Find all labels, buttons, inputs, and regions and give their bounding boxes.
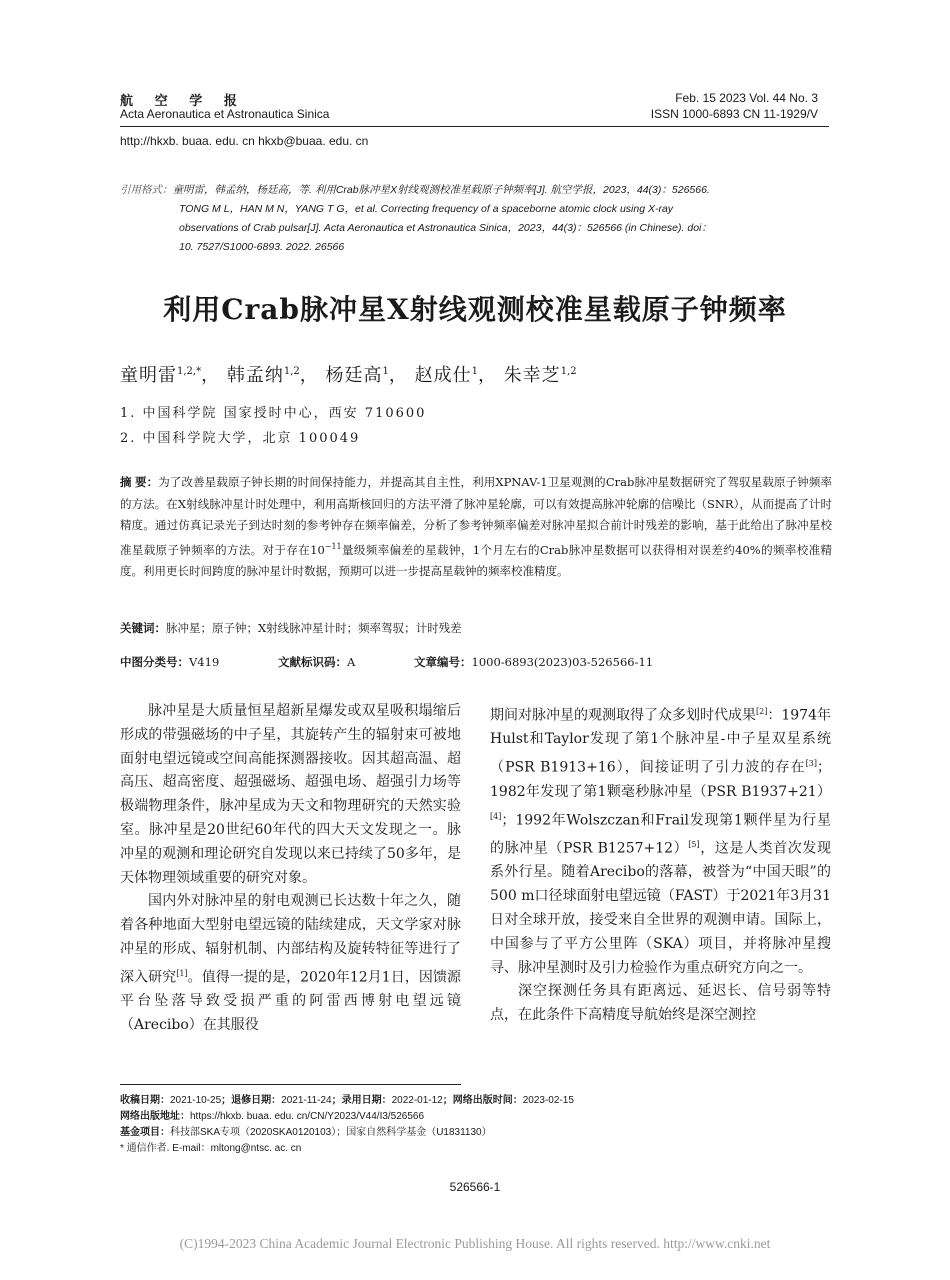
citation-line-1: 童明雷，韩孟纳，杨廷高，等. 利用Crab脉冲星X射线观测校准星载原子钟频率[J]. 航空学报，2023，44(3)：526566. xyxy=(172,184,710,196)
received-label: 收稿日期： xyxy=(120,1095,170,1106)
body-text: ；1992年Wolszczan和Frail发现第1颗伴星为行星的脉冲星（PSR B1257+12） xyxy=(490,812,831,857)
citation-ref[interactable]: [2] xyxy=(756,707,768,716)
revised-label: ；退修日期： xyxy=(221,1095,282,1106)
affiliation-2: 2. 中国科学院大学，北京 100049 xyxy=(120,431,361,446)
citation-line-4[interactable]: 10. 7527/S1000-6893. 2022. 26566 xyxy=(179,241,345,253)
author-name: 童明雷 xyxy=(120,365,177,386)
author-name: 杨廷高 xyxy=(325,365,383,386)
body-text: 。值得一提的是，2020年12月1日，因馈源平台坠落导致受损严重的阿雷西博射电望远镜（Arecibo）在其服役 xyxy=(120,969,462,1034)
body-text: ：1974年Hulst和Taylor发现了第1个脉冲星-中子星双星系统（PSR B1913+16），间接证明了引力波的存在 xyxy=(490,707,831,776)
header-divider xyxy=(120,126,829,127)
author-name: 赵成仕 xyxy=(414,365,472,386)
keywords-label: 关键词： xyxy=(120,623,166,635)
footnote-dates xyxy=(120,1093,832,1109)
online-label: ；网络出版时间： xyxy=(442,1095,523,1106)
doc-code-label: 文献标识码： xyxy=(278,657,347,669)
affiliation-1: 1. 中国科学院 国家授时中心，西安 710600 xyxy=(120,406,427,421)
abstract-exponent: −11 xyxy=(324,542,342,551)
author-name: 朱幸芝 xyxy=(503,365,561,386)
fund-label: 基金项目： xyxy=(120,1127,170,1138)
corresponding-email[interactable]: E-mail：mltong@ntsc. ac. cn xyxy=(172,1143,302,1154)
journal-name-en: Acta Aeronautica et Astronautica Sinica xyxy=(120,107,330,121)
citation-ref[interactable]: [1] xyxy=(176,968,188,978)
citation-ref[interactable]: [4] xyxy=(490,811,502,821)
abstract-text-2: 量级频率偏差的星载钟，1个月左右的Crab脉冲星数据可以获得相对误差约40%的频率校准精度。利用更长时间跨度的脉冲星计时数据，预期可以进一步提高星载钟的频率校准精度。 xyxy=(120,542,832,578)
article-number-value: 1000-6893(2023)03-526566-11 xyxy=(471,655,654,669)
online-url-label: 网络出版地址： xyxy=(120,1111,190,1122)
citation-line-2: TONG M L，HAN M N，YANG T G，et al. Correcting frequency of a spaceborne atomic clock using X-ray xyxy=(179,203,674,215)
body-column-left xyxy=(120,700,461,1038)
body-paragraph-4: 深空探测任务具有距离远、延迟长、信号弱等特点，在此条件下高精度导航始终是深空测控 xyxy=(490,983,831,1024)
author-affil-mark: 1,2 xyxy=(560,366,577,377)
fund-text: 科技部SKA专项（2020SKA0120103）；国家自然科学基金（U1831130） xyxy=(170,1127,492,1138)
body-text: ；1982年发现了第1颗毫秒脉冲星（PSR B1937+21） xyxy=(490,759,831,800)
citation-ref[interactable]: [3] xyxy=(805,759,817,769)
abstract-label: 摘 要： xyxy=(120,477,159,489)
accepted-date: 2022-01-12 xyxy=(391,1095,443,1106)
footnote-fund xyxy=(120,1125,832,1141)
page-number: 526566-1 xyxy=(449,1180,501,1194)
footnote-url xyxy=(120,1109,832,1125)
footnote-corresponding xyxy=(120,1141,832,1157)
paper-title: 利用Crab脉冲星X射线观测校准星载原子钟频率 xyxy=(163,293,787,326)
doc-code-value: A xyxy=(347,655,356,669)
abstract-text: 为了改善星载原子钟长期的时间保持能力，并提高其自主性，利用XPNAV-1卫星观测的Crab脉冲星数据研究了驾驭星载原子钟频率的方法。在X射线脉冲星计时处理中，利用高斯核回归的方法平滑了脉冲星轮廓，可以有效提高脉冲轮廓的信噪比（SNR），从而提高了计时精度。通过仿真记录光子到达时刻的参考钟存在频率偏差，分析了参考钟频率偏差对脉冲星拟合前计时残差的影响，基于此给出了脉冲星校准星载原子钟频率的方法。对于存在10 xyxy=(120,475,832,557)
author-affil-mark: 1 xyxy=(382,366,389,377)
author-affil-mark: 1,2,* xyxy=(177,366,202,377)
citation-label: 引用格式： xyxy=(120,184,173,196)
body-column-right xyxy=(490,700,831,1028)
body-text: 期间对脉冲星的观测取得了众多划时代成果 xyxy=(490,707,757,724)
footnotes xyxy=(120,1093,832,1157)
issue-info: Feb. 15 2023 Vol. 44 No. 3 xyxy=(675,91,818,105)
body-paragraph-3 xyxy=(490,700,831,980)
author-affil-mark: 1 xyxy=(471,366,478,377)
citation-block xyxy=(120,181,832,257)
clc-label: 中图分类号： xyxy=(120,657,189,669)
abstract xyxy=(120,472,832,582)
accepted-label: ；录用日期： xyxy=(331,1095,392,1106)
journal-url[interactable]: http://hkxb. buaa. edu. cn hkxb@buaa. edu. cn xyxy=(120,134,369,148)
article-number-label: 文章编号： xyxy=(414,657,472,669)
author-affil-mark: 1,2 xyxy=(283,366,300,377)
corresponding-label: * 通信作者. xyxy=(120,1143,170,1154)
issn-info: ISSN 1000-6893 CN 11-1929/V xyxy=(650,107,818,121)
body-text: 国内外对脉冲星的射电观测已长达数十年之久，随着各种地面大型射电望远镜的陆续建成，天文学家对脉冲星的形成、辐射机制、内部结构及旋转特征等进行了深入研究 xyxy=(120,893,461,986)
received-date: 2021-10-25 xyxy=(170,1095,222,1106)
body-paragraph-2 xyxy=(120,890,461,1037)
body-paragraph-1: 脉冲星是大质量恒星超新星爆发或双星吸积塌缩后形成的带强磁场的中子星，其旋转产生的辐射束可被地面射电望远镜或空间高能探测器接收。因其超高温、超高压、超高密度、超强磁场、超强电场、超强引力场等极端物理条件，脉冲星成为天文和物理研究的天然实验室。脉冲星是20世纪60年代的四大天文发现之一。脉冲星的观测和理论研究自发现以来已持续了50多年，是天体物理领域重要的研究对象。 xyxy=(120,703,461,886)
citation-ref[interactable]: [5] xyxy=(688,839,700,849)
author-name: 韩孟纳 xyxy=(226,365,284,386)
online-url[interactable]: https://hkxb. buaa. edu. cn/CN/Y2023/V44/I3/526566 xyxy=(190,1111,425,1122)
journal-name-cn: 航 空 学 报 xyxy=(120,93,246,108)
revised-date: 2021-11-24 xyxy=(281,1095,332,1106)
keywords xyxy=(120,620,462,636)
citation-line-3: observations of Crab pulsar[J]. Acta Aeronautica et Astronautica Sinica，2023，44(3)：526566 (in Chinese). doi： xyxy=(179,222,712,234)
footnote-divider xyxy=(120,1084,461,1085)
copyright-notice: (C)1994-2023 China Academic Journal Electronic Publishing House. All rights reserved. http://www.cnki.net xyxy=(179,1236,771,1251)
clc-value: V419 xyxy=(189,655,220,669)
online-date: 2023-02-15 xyxy=(522,1095,574,1106)
keywords-text: 脉冲星；原子钟；X射线脉冲星计时；频率驾驭；计时残差 xyxy=(166,621,462,635)
body-text: ，这是人类首次发现系外行星。随着Arecibo的落幕，被誉为“中国天眼”的500 m口径球面射电望远镜（FAST）于2021年3月31日对全球开放，接受来自全世界的观测申请。国际上，中国参与了平方公里阵（SKA）项目，并将脉冲星搜寻、脉冲星测时及引力检验作为重点研究方向之一。 xyxy=(490,840,832,976)
author-list: 童明雷$^{1,2,*}$， 韩孟纳$^{1,2}$， 杨廷高$^1$， 赵成仕$^1$， 朱幸芝$^{1,2}$ xyxy=(120,365,577,386)
